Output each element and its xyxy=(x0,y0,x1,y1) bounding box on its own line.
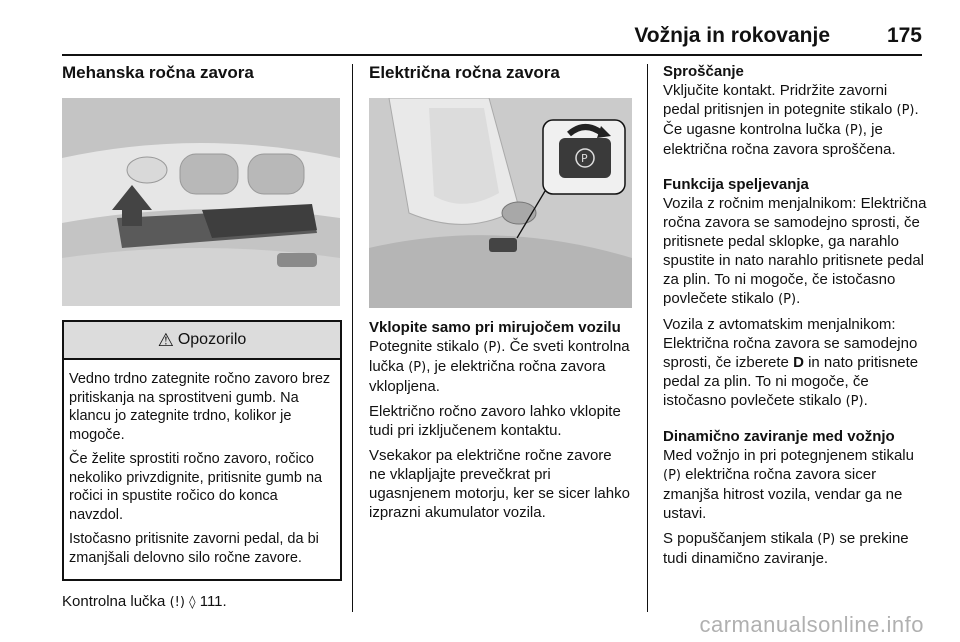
reference-page: 111. xyxy=(199,593,227,610)
text-span: . Če ugasne kontrolna lučka xyxy=(663,101,919,138)
epb-icon: (P) xyxy=(408,360,427,375)
warning-body xyxy=(64,360,340,579)
warning-header xyxy=(64,322,340,360)
paragraph xyxy=(663,194,928,309)
gear-d-label: D xyxy=(793,354,804,371)
page-number: 175 xyxy=(886,24,922,47)
epb-icon: (P) xyxy=(844,123,863,138)
text-span: Potegnite stikalo xyxy=(369,338,480,355)
subsection-heading: Vklopite samo pri mirujočem vozilu xyxy=(369,319,621,336)
column-divider xyxy=(352,64,353,612)
text-span: Med vožnjo in pri potegnjenem stikalu xyxy=(663,447,914,464)
header-rule xyxy=(62,54,922,56)
text-span: električna ročna zavora sicer zmanjša hitrost vozila, vendar ga ne ustavi. xyxy=(663,466,903,522)
text-span: se prekine tudi dinamično zaviranje. xyxy=(663,530,909,567)
text-span: . xyxy=(863,392,868,409)
section-title: Električna ročna zavora xyxy=(369,63,560,82)
page-header xyxy=(0,0,960,56)
paragraph: Električno ročno zavoro lahko vklopite tudi pri izključenem kontaktu. xyxy=(369,403,621,439)
epb-icon: (P) xyxy=(845,394,864,409)
text-span: , je električna ročna zavora sproščena. xyxy=(663,121,896,158)
epb-icon: (P) xyxy=(483,340,502,355)
text-span: . xyxy=(796,290,801,307)
text-span: S popuščanjem stikala xyxy=(663,530,814,547)
text-span: . Če sveti kontrolna lučka xyxy=(369,338,630,375)
subsection-heading: Dinamično zaviranje med vožnjo xyxy=(663,428,895,445)
epb-icon: (P) xyxy=(817,532,836,547)
paragraph xyxy=(663,529,928,568)
warning-paragraph: Vedno trdno zategnite ročno zavoro brez pritiskanja na sprostitveni gumb. Na klancu jo zategnite trdno, kolikor je mogoče. xyxy=(69,371,331,443)
reference-text: Kontrolna lučka xyxy=(62,593,166,610)
warning-paragraph: Istočasno pritisnite zavorni pedal, da bi zmanjšali delovno silo ročne zavore. xyxy=(69,531,319,566)
watermark: carmanualsonline.info xyxy=(699,612,924,637)
epb-icon: (P) xyxy=(663,468,681,483)
column-release xyxy=(663,62,928,574)
paragraph xyxy=(663,81,928,159)
paragraph xyxy=(663,446,928,523)
warning-paragraph: Če želite sprostiti ročno zavoro, ročico nekoliko privzdignite, pritisnite gumb na ročici in spustite ročico do konca navzdol. xyxy=(69,451,323,523)
warning-title: Opozorilo xyxy=(177,331,247,348)
electric-brake-image xyxy=(369,98,632,308)
subsection-heading: Funkcija speljevanja xyxy=(663,176,809,193)
text-span: Vozila z ročnim menjalnikom: Električna ročna zavora se samodejno sprosti, če pritisnete pedal sklopke, ga narahlo spustite in nato narahlo pritisnete pedal za plin. To ni mogoče, če istočasno povlečete stikalo xyxy=(663,195,927,307)
electric-brake-illustration xyxy=(369,98,632,308)
text-span: in nato pritisnete pedal za plin. To ni mogoče, če istočasno povlečete stikalo xyxy=(663,354,919,409)
brake-warning-icon: (!) xyxy=(169,595,185,610)
epb-icon: (P) xyxy=(778,292,797,307)
header-title: Vožnja in rokovanje xyxy=(634,24,830,47)
page-reference-icon: ◊ xyxy=(189,595,196,610)
text-span: Vozila z avtomatskim menjalnikom: Električna ročna zavora se samodejno sprosti, če izberete xyxy=(663,316,918,371)
text-span: Vključite kontakt. Pridržite zavorni pedal pritisnjen in potegnite stikalo xyxy=(663,82,893,118)
paragraph xyxy=(663,315,928,411)
handbrake-image xyxy=(62,98,340,306)
column-mechanical-brake xyxy=(62,62,340,610)
paragraph: Vsekakor pa električne ročne zavore ne vklapljajte prevečkrat pri ugasnjenem motorju, ker se sicer lahko izprazni akumulator vozila. xyxy=(369,447,630,521)
indicator-reference xyxy=(62,593,340,610)
svg-text:P: P xyxy=(581,152,588,165)
section-title: Mehanska ročna zavora xyxy=(62,63,254,82)
epb-icon: (P) xyxy=(896,103,915,118)
warning-box xyxy=(62,320,342,581)
handbrake-illustration xyxy=(62,98,340,306)
column-divider xyxy=(647,64,648,612)
column-electric-brake xyxy=(369,62,632,528)
warning-triangle-icon: ⚠ xyxy=(157,329,174,350)
subsection-heading: Sproščanje xyxy=(663,63,744,80)
paragraph xyxy=(369,337,632,396)
text-span: , je električna ročna zavora vklopljena. xyxy=(369,358,606,395)
